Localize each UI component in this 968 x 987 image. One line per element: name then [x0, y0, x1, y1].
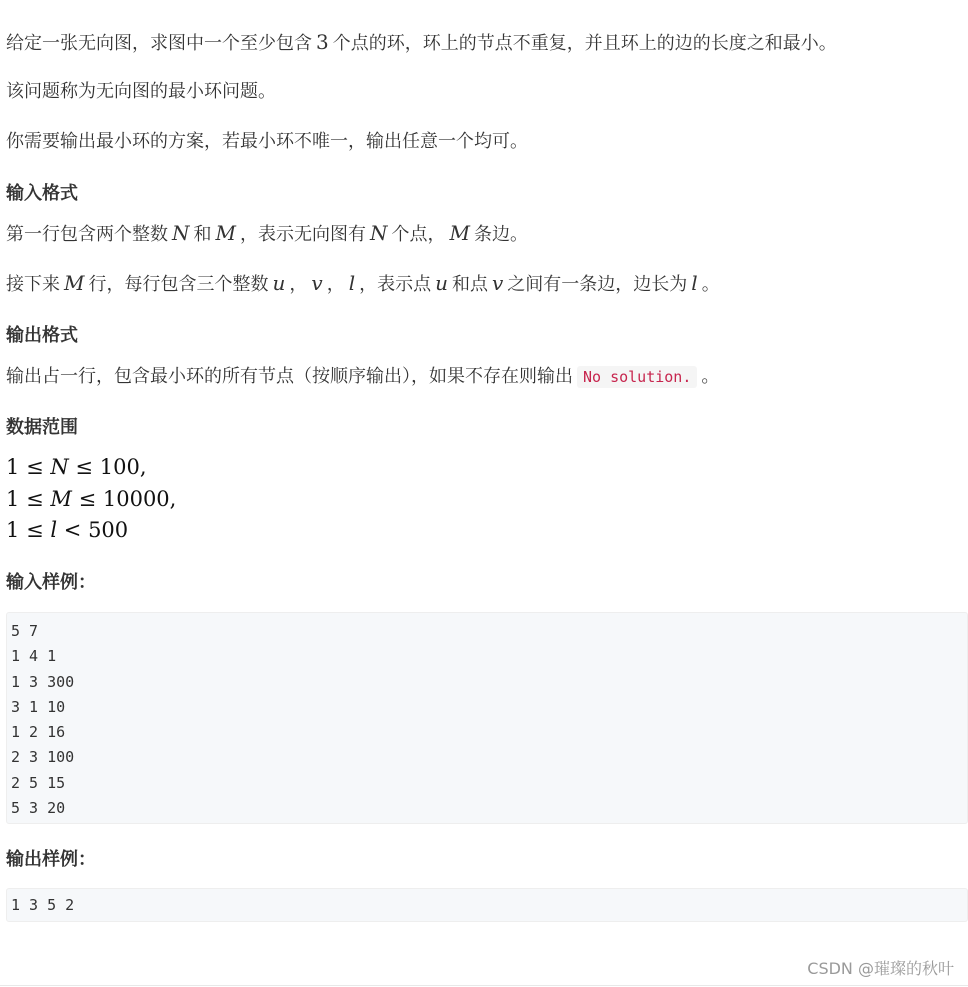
math-var-n: N	[172, 221, 190, 245]
data-range-heading: 数据范围	[6, 417, 78, 438]
text: 条边。	[473, 224, 528, 245]
text: ，表示无向图有	[239, 224, 366, 245]
range-low: 1	[6, 487, 20, 511]
math-var-u: u	[435, 271, 448, 295]
range-high: 10000	[102, 487, 170, 511]
description-paragraph-1	[6, 29, 837, 57]
range-op: ≤	[26, 518, 44, 542]
range-end: ,	[139, 455, 147, 479]
range-line-l	[6, 515, 128, 545]
input-format-line-2	[6, 270, 720, 298]
text: 接下来	[6, 274, 60, 295]
range-end: ,	[169, 487, 177, 511]
math-var-m: M	[449, 221, 470, 245]
code-line: 2 5 15	[11, 773, 66, 792]
range-high: 500	[88, 518, 129, 542]
code-line: 5 7	[11, 622, 39, 640]
range-op: ≤	[78, 487, 97, 511]
math-var-v: v	[491, 271, 504, 295]
math-var-l: l	[348, 271, 356, 295]
range-var: M	[50, 487, 72, 511]
math-var-m: M	[215, 221, 236, 245]
math-var-v: v	[311, 271, 323, 295]
text: 。	[701, 274, 720, 295]
output-format-line	[6, 364, 719, 390]
code-line: 2 3 100	[11, 748, 75, 767]
description-text: 给定一张无向图，求图中一个至少包含	[6, 33, 312, 54]
range-low: 1	[6, 518, 20, 542]
range-op: <	[63, 518, 82, 542]
code-line: 3 1 10	[11, 697, 66, 716]
input-format-line-1	[6, 220, 528, 248]
math-var-u: u	[272, 271, 286, 295]
description-paragraph-2: 该问题称为无向图的最小环问题。	[6, 81, 276, 102]
code-line: 1 2 16	[11, 723, 66, 742]
math-var-l: l	[691, 271, 698, 295]
range-low: 1	[6, 455, 20, 479]
text: 和	[193, 224, 212, 245]
text: 行，每行包含三个整数	[88, 274, 269, 295]
text: 第一行包含两个整数	[6, 224, 168, 245]
range-var: l	[50, 518, 58, 542]
text: 。	[701, 366, 720, 387]
math-var-m: M	[64, 271, 85, 295]
code-line: 5 3 20	[11, 799, 66, 818]
range-op: ≤	[26, 487, 44, 511]
bottom-divider	[0, 985, 968, 986]
sample-output-heading: 输出样例：	[6, 849, 96, 870]
text: 个点，	[391, 224, 446, 245]
range-op: ≤	[75, 455, 94, 479]
range-line-n	[6, 452, 147, 482]
description-text: 个点的环，环上的节点不重复，并且环上的边的长度之和最小。	[332, 33, 837, 54]
inline-code: No solution.	[577, 366, 697, 388]
code-line: 1 3 300	[11, 672, 75, 691]
sample-input-code-block[interactable]	[6, 612, 968, 824]
code-line: 1 3 5 2	[11, 896, 75, 914]
text: 和点	[451, 274, 488, 295]
description-paragraph-3: 你需要输出最小环的方案，若最小环不唯一，输出任意一个均可。	[6, 131, 528, 152]
output-format-heading: 输出格式	[6, 325, 78, 346]
separator: ，	[326, 274, 345, 295]
text: ，表示点	[359, 274, 432, 295]
range-high: 100	[99, 455, 140, 479]
csdn-watermark: CSDN @璀璨的秋叶	[807, 959, 954, 978]
range-line-m	[6, 484, 176, 514]
range-op: ≤	[26, 455, 44, 479]
math-number: 3	[316, 30, 329, 54]
math-var-n: N	[369, 221, 388, 245]
range-var: N	[50, 455, 69, 479]
sample-output-code-block[interactable]	[6, 888, 968, 922]
separator: ，	[289, 274, 308, 295]
code-line: 1 4 1	[11, 647, 57, 666]
sample-input-heading: 输入样例：	[6, 572, 96, 593]
text: 之间有一条边，边长为	[507, 274, 688, 295]
text: 输出占一行，包含最小环的所有节点（按顺序输出），如果不存在则输出	[6, 366, 573, 387]
input-format-heading: 输入格式	[6, 183, 78, 204]
